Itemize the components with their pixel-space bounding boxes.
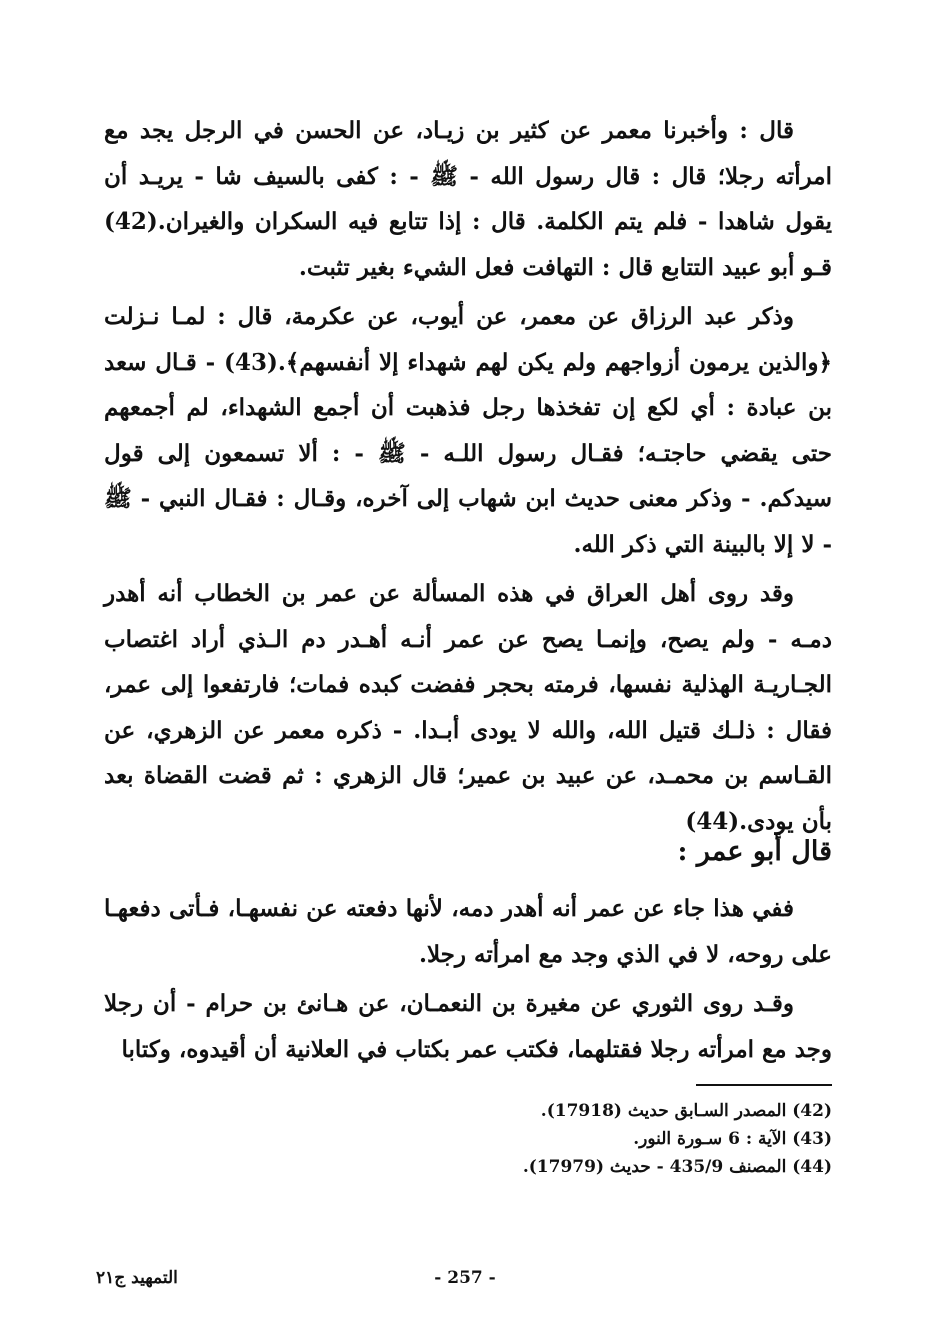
- paragraph-1: قال : وأخبرنا معمر عن كثير بن زيـاد، عن الحسن في الرجل يجد مع امرأته رجلا؛ قال : قال رسول الله - ﷺ - : كفى بالسيف شا - يريـد أن يقول شاهدا - فلم يتم الكلمة. قال : إذا تتابع فيه السكران والغيران.(42) قـو أبو عبيد التتابع قال : التهافت فعل الشيء بغير تثبت.: [104, 117, 832, 281]
- paragraph-5: وقـد روى الثوري عن مغيرة بن النعمـان، عن هـانئ بن حرام - أن رجلا وجد مع امرأته رجلا فقتلهما، فكتب عمر بكتاب في العلانية أن أقيدوه، وكتابا: [104, 990, 832, 1063]
- footnotes-list: [104, 1097, 832, 1181]
- paragraph-3: وقد روى أهل العراق في هذه المسألة عن عمر بن الخطاب أنه أهدر دمـه - ولم يصح، وإنمـا يصح عن عمر أنـه أهـدر دم الـذي أراد اغتصاب الجـاريـة الهذلية نفسها، فرمته بحجر ففضت كبده فمات؛ فارتفعوا إلى عمر، فقال : ذلـك قتيل الله، والله لا يودى أبـدا. - ذكره معمر عن الزهري، عن القـاسم بن محمـد، عن عبيد بن عمير؛ قال الزهري : ثم قضت القضاة بعد بأن يودى.(44): [104, 580, 832, 835]
- footnote-divider: [696, 1084, 832, 1086]
- running-title: التمهيد ج٢١: [96, 1268, 178, 1288]
- page-number: - 257 -: [434, 1268, 496, 1288]
- body-text-section-1: [104, 108, 832, 844]
- body-text-section-2: [104, 886, 832, 1072]
- footnote-42: (42) المصدر السـابق حديث (17918).: [540, 1101, 832, 1121]
- section-heading: قال أبو عمر :: [677, 836, 832, 867]
- footnote-44: (44) المصنف 435/9 - حديث (17979).: [522, 1157, 832, 1177]
- paragraph-2: وذكر عبد الرزاق عن معمر، عن أيوب، عن عكرمة، قال : لمـا نـزلت ﴿والذين يرمون أزواجهم ولم يكن لهم شهداء إلا أنفسهم﴾.(43) - قـال سعد بن عبادة : أي لكع إن تفخذها رجل فذهبت أن أجمع الشهداء، لم أجمعهم حتى يقضي حاجتـه؛ فقـال رسول اللـه - ﷺ - : ألا تسمعون إلى قول سيدكم. - وذكر معنى حديث ابن شهاب إلى آخره، وقـال : فقـال النبي - ﷺ - لا إلا بالبينة التي ذكر الله.: [104, 303, 833, 558]
- paragraph-4: ففي هذا جاء عن عمر أنه أهدر دمه، لأنها دفعته عن نفسهـا، فـأتى دفعهـا على روحه، لا في الذي وجد مع امرأته رجلا.: [104, 895, 832, 968]
- footnote-43: (43) الآية : 6 سـورة النور.: [633, 1129, 832, 1149]
